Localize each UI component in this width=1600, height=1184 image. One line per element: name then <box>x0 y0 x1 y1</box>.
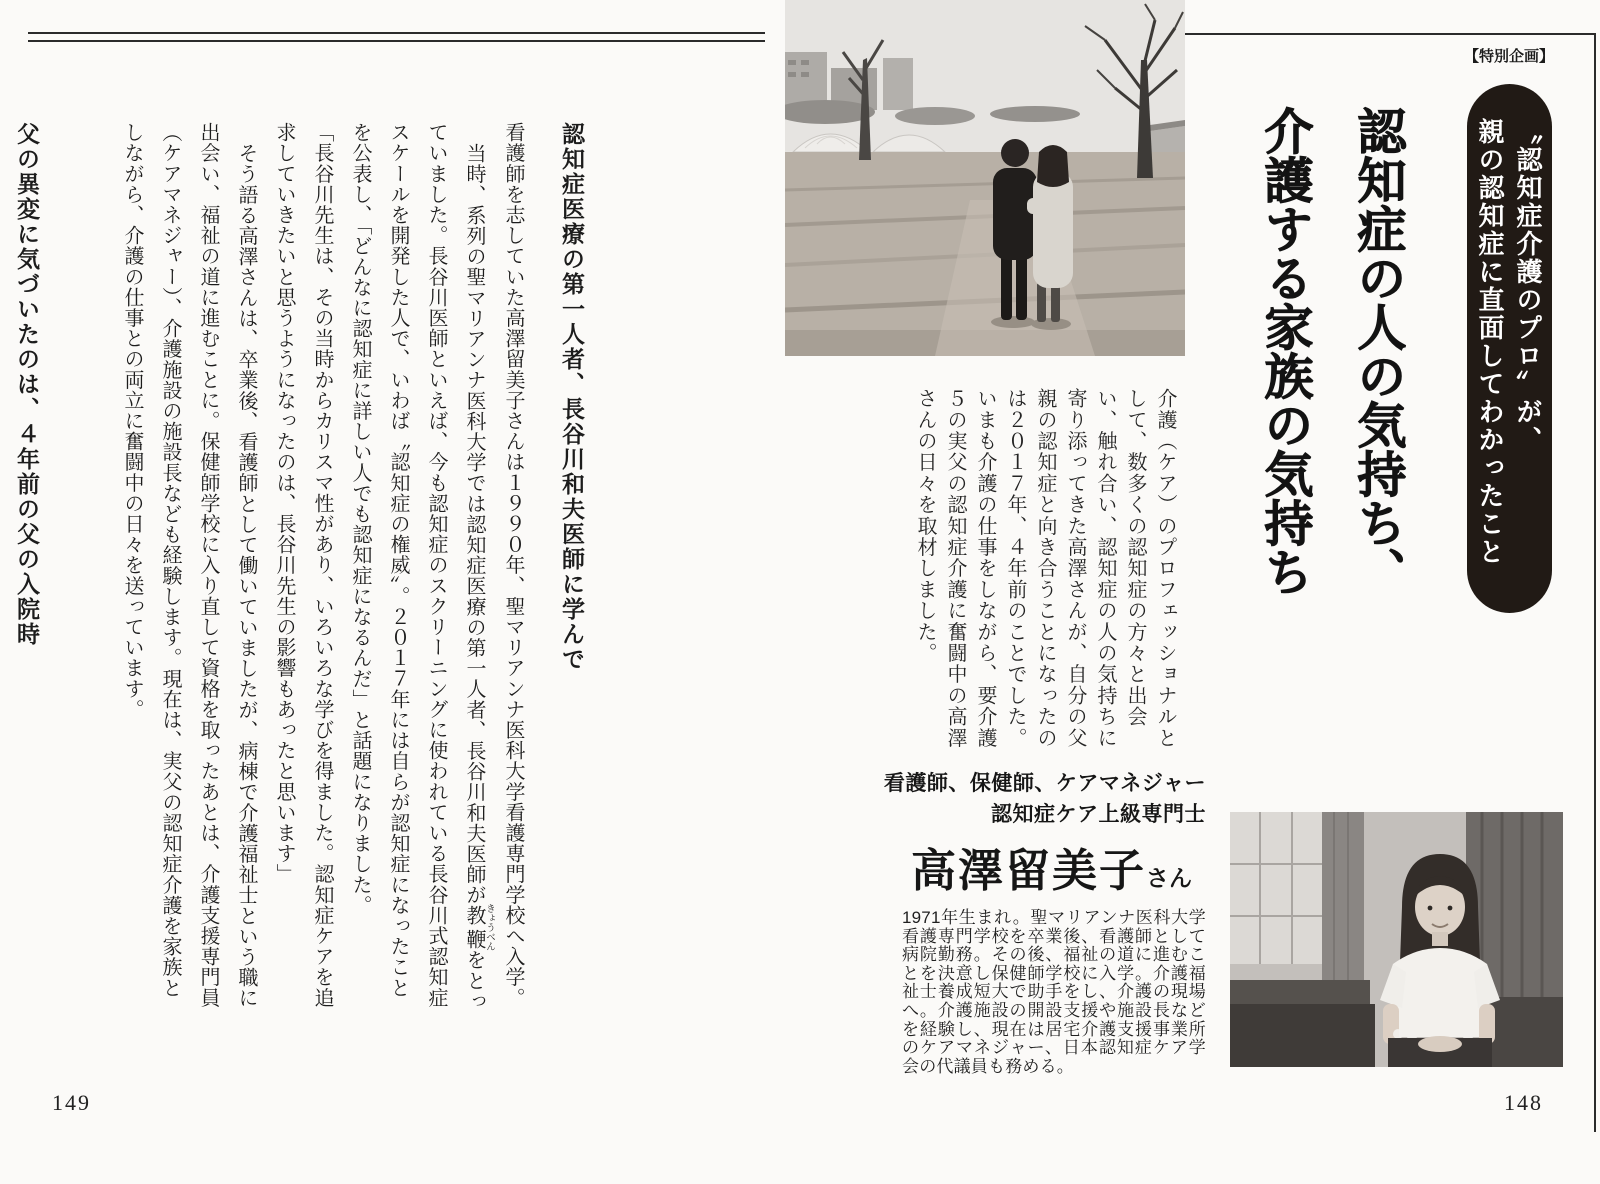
body-paragraph: 「長谷川先生は、その当時からカリスマ性があり、いろいろな学びを得ました。認知症ケアを追求していきたいと思うようになったのは、長谷川先生の影響もあったと思います」 <box>273 122 333 1008</box>
top-rule-left-2 <box>28 40 765 42</box>
lead-paragraph: 介護（ケア）のプロフェッショナルとして、数多くの認知症の方々と出会い、触れ合い、認知症の人の気持ちに寄り添ってきた高澤さんが、自分の父親の認知症と向き合うことになったのは２０１７年、４年前のことでした。 <box>1004 388 1176 749</box>
headline-line-2: 介護する家族の気持ち <box>1258 106 1312 596</box>
field-photo <box>785 0 1185 356</box>
profile-bio: 1971年生まれ。聖マリアンナ医科大学看護専門学校を卒業後、看護師として病院勤務。その後、福祉の道に進むことを決意し保健師学校に入学。介護福祉士養成短大で助手をし、介護の現場へ。介護施設の開設支援や施設長などを経験し、現在は居宅介護支援事業所のケアマネジャー、日本認知症ケア学会の代議員も務める。 <box>902 908 1206 1076</box>
section-heading-father: 父の異変に気づいたのは、４年前の父の入院時 <box>14 122 39 647</box>
profile-credentials-line2: 認知症ケア上級専門士 <box>991 803 1206 826</box>
ruby-text: きょうべん <box>484 903 494 952</box>
banner-line-2: 親の認知症に直面してわかったこと <box>1475 118 1505 566</box>
profile-credentials-line1: 看護師、保健師、ケアマネジャー <box>883 772 1206 795</box>
profile-name <box>880 834 1206 899</box>
top-rule-left-1 <box>28 32 765 34</box>
body-paragraph <box>341 122 494 1014</box>
headline-line-1: 認知症の人の気持ち、 <box>1351 106 1405 596</box>
section-heading-hasegawa: 認知症医療の第一人者、長谷川和夫医師に学んで <box>559 122 584 672</box>
page-number-148: 148 <box>1504 1090 1543 1115</box>
top-rule-right <box>1185 33 1596 35</box>
main-headline <box>1238 106 1424 608</box>
lead-paragraph: いまも介護の仕事をしながら、要介護５の実父の認知症介護に奮闘中の高澤さんの日々を取材しました。 <box>914 388 996 749</box>
portrait-photo <box>1230 812 1563 1067</box>
body-paragraph: そう語る高澤さんは、卒業後、看護師として働いていましたが、病棟で介護福祉士という職に出会い、福祉の道に進むことに。保健師学校に入り直して資格を取ったあとは、介護支援専門員（ケアマネジャー）、介護施設の施設長なども経験します。現在は、実父の認知症介護を家族としながら、介護の仕事との両立に奮闘中の日々を送っています。 <box>121 122 257 1009</box>
body-paragraph: 看護師を志していた高澤留美子さんは１９９０年、聖マリアンナ医科大学看護専門学校へ入学。 <box>502 122 524 1008</box>
special-feature-tag: 【特別企画】 <box>1464 48 1555 65</box>
right-edge-rule <box>1594 33 1596 1132</box>
text-fragment: 当時、系列の聖マリアンナ医科大学では認知症医療の第一人者、長谷川和夫医師が <box>463 143 485 906</box>
lead-paragraphs <box>878 388 1180 756</box>
profile-name-text: 高澤留美子 <box>910 845 1146 896</box>
profile-name-suffix: さん <box>1146 865 1192 891</box>
furigana-kyoben <box>463 903 494 952</box>
page-number-149: 149 <box>52 1090 91 1115</box>
text-fragment: をとっていました。長谷川医師といえば、今も認知症のスクリーニングに使われている長谷川式認知症スケールを開発した人で、いわば〝認知症の権威〟。２０１７年には自らが認知症になったことを公表し、「どんなに認知症に詳しい人でも認知症になるんだ」と話題になりました。 <box>349 122 485 1012</box>
ruby-base: 教鞭 <box>463 903 485 952</box>
banner-text <box>1469 118 1547 585</box>
banner-pill <box>1467 84 1552 613</box>
profile-block <box>880 768 1206 1076</box>
article-body <box>14 122 658 1014</box>
banner-line-1: 〝認知症介護のプロ〟が、 <box>1513 118 1543 454</box>
